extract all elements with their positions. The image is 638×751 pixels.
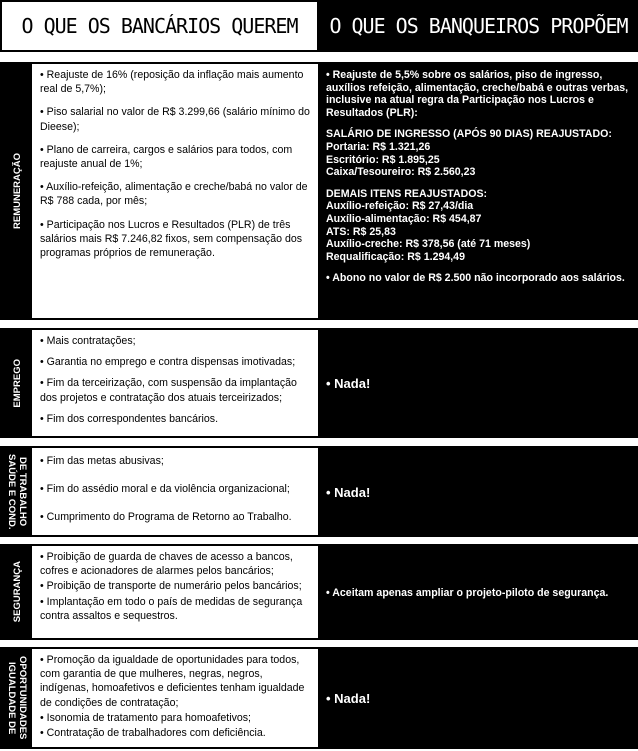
proposals-column [318,64,636,318]
proposal-intro: • Reajuste de 5,5% sobre os salários, piso de ingresso, auxílios refeição, alimentação, creche/babá e outras verbas, inclusive na atual regra da Participação nos Lucros e Resultados (PLR): [326,69,630,119]
section-label: EMPREGO [2,330,32,436]
list-item: • Mais contratações; [40,334,312,348]
section-label: SEGURANÇA [2,546,32,638]
proposal-text: • Nada! [326,378,630,391]
list-item: • Participação nos Lucros e Resultados (PLR) de três salários mais R$ 7.246,82 fixos, sem compensação dos programas próprios de remuneração. [40,218,312,261]
outros-line: Auxílio-creche: R$ 378,56 (até 71 meses) [326,238,531,251]
proposals-column [318,330,636,436]
abono-text: • Abono no valor de R$ 2.500 não incorporado aos salários. [326,272,630,285]
section-label: IGUALDADE DE OPORTUNIDADES [2,649,32,747]
list-item: • Piso salarial no valor de R$ 3.299,66 (salário mínimo do Dieese); [40,105,312,133]
list-item: • Isonomia de tratamento para homoafetivos; [40,711,312,725]
section-label: SAÚDE E COND. DE TRABALHO [2,448,32,535]
list-item: • Fim da terceirização, com suspensão da implantação dos projetos e contratação dos atuais terceirizados; [40,376,312,404]
section-emprego [0,328,638,438]
list-item: • Reajuste de 16% (reposição da inflação mais aumento real de 5,7%); [40,68,312,96]
list-item: • Promoção da igualdade de oportunidades para todos, com garantia de que mulheres, negras, negros, indígenas, homoafetivos e deficientes tenham igualdade de condições de contratação; [40,653,312,710]
list-item: • Fim do assédio moral e da violência organizacional; [40,482,312,496]
section-igualdade [0,647,638,749]
list-item: • Implantação em todo o país de medidas de segurança contra assaltos e sequestros. [40,595,312,623]
list-item: • Proibição de transporte de numerário pelos bancários; [40,579,312,593]
ingresso-title: SALÁRIO DE INGRESSO (APÓS 90 DIAS) REAJUSTADO: [326,128,612,141]
list-item: • Fim dos correspondentes bancários. [40,412,312,426]
outros-line: Auxílio-alimentação: R$ 454,87 [326,212,482,225]
outros-block [326,188,630,264]
demands-column [32,330,318,436]
proposal-text: • Aceitam apenas ampliar o projeto-piloto de segurança. [326,587,630,600]
demands-column [32,448,318,535]
outros-line: ATS: R$ 25,83 [326,225,396,238]
list-item: • Fim das metas abusivas; [40,454,312,468]
proposals-column [318,649,636,747]
list-item: • Garantia no emprego e contra dispensas imotivadas; [40,355,312,369]
outros-line: Auxílio-refeição: R$ 27,43/dia [326,200,474,213]
proposals-column [318,448,636,535]
section-remuneracao [0,62,638,320]
ingresso-line: Portaria: R$ 1.321,26 [326,140,431,153]
ingresso-line: Caixa/Tesoureiro: R$ 2.560,23 [326,166,476,179]
list-item: • Contratação de trabalhadores com deficiência. [40,726,312,740]
section-seguranca [0,544,638,640]
demands-column [32,546,318,638]
right-column-title: O QUE OS BANQUEIROS PROPÕEM [319,0,638,52]
outros-title: DEMAIS ITENS REAJUSTADOS: [326,187,488,200]
header [0,0,638,52]
list-item: • Proibição de guarda de chaves de acesso a bancos, cofres e acionadores de alarmes pelos bancários; [40,550,312,578]
ingresso-block [326,128,630,178]
demands-column [32,64,318,318]
list-item: • Cumprimento do Programa de Retorno ao Trabalho. [40,510,312,524]
demands-column [32,649,318,747]
proposals-column [318,546,636,638]
proposal-text: • Nada! [326,487,630,500]
left-column-title: O QUE OS BANCÁRIOS QUEREM [0,0,319,52]
section-saude [0,446,638,537]
list-item: • Plano de carreira, cargos e salários para todos, com reajuste anual de 1%; [40,143,312,171]
section-label: REMUNERAÇÃO [2,64,32,318]
outros-line: Requalificação: R$ 1.294,49 [326,250,465,263]
list-item: • Auxílio-refeição, alimentação e creche/babá no valor de R$ 788 cada, por mês; [40,180,312,208]
proposal-text: • Nada! [326,693,630,706]
ingresso-line: Escritório: R$ 1.895,25 [326,153,440,166]
